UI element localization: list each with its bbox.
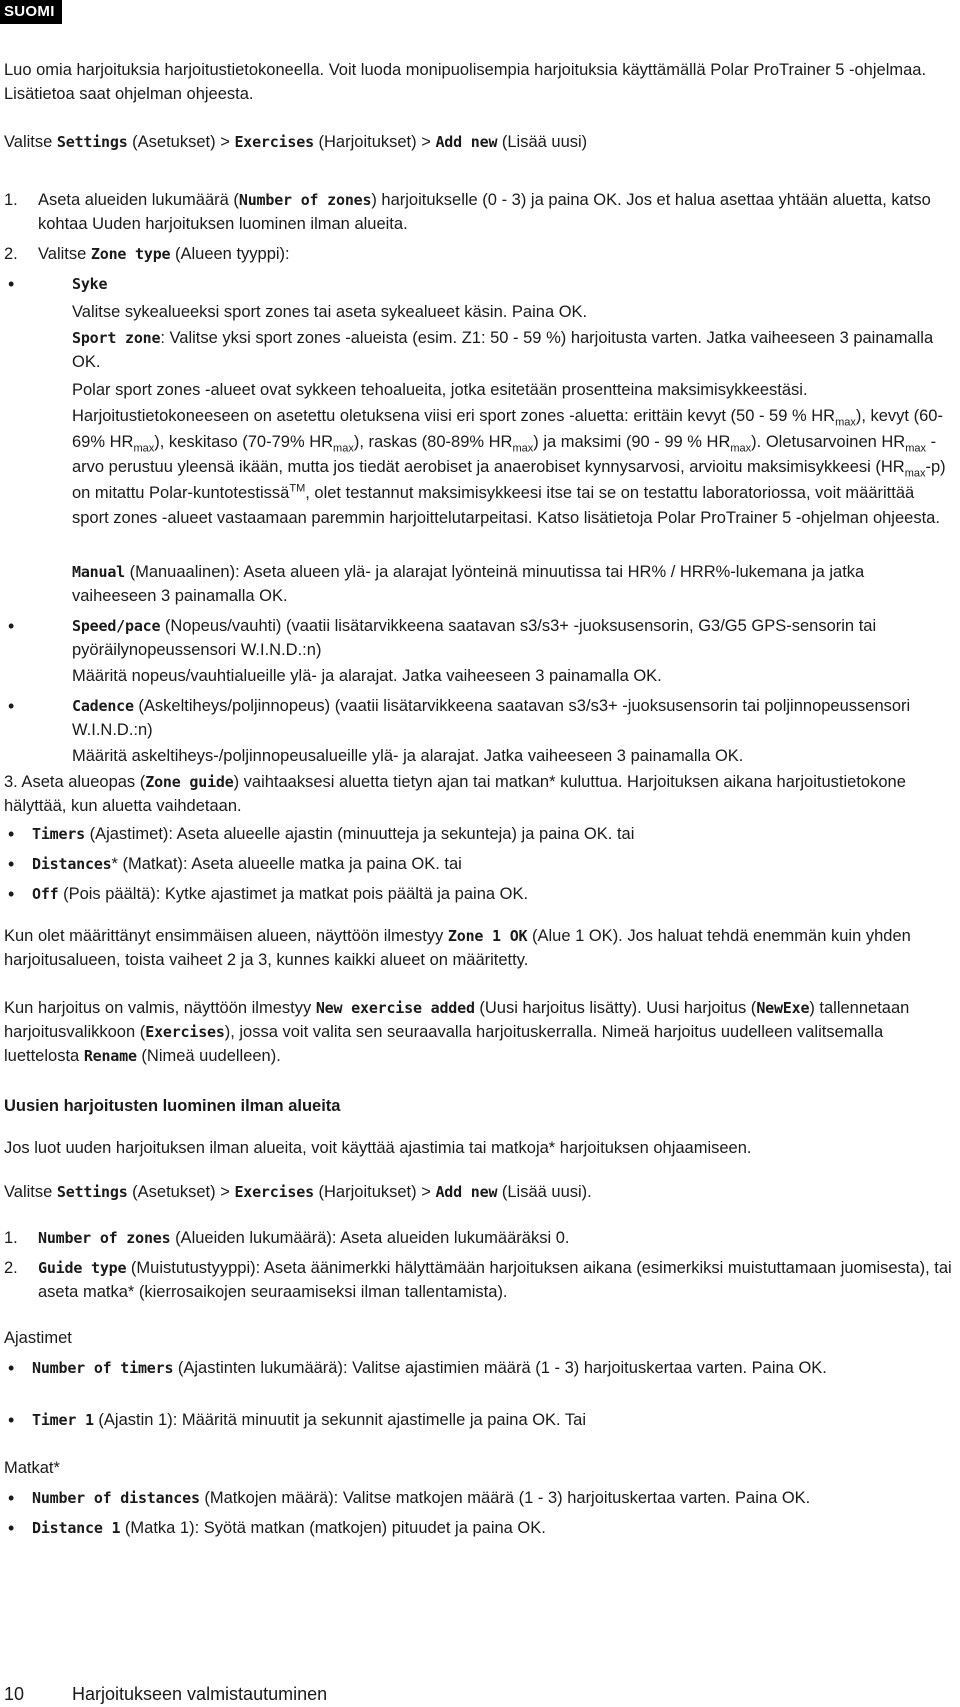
para-b-3: ), keskitaso (70-79% HR <box>154 432 334 451</box>
bullet-icon: • <box>8 696 15 716</box>
section-heading-no-zones: Uusien harjoitusten luominen ilman alueita <box>4 1097 341 1115</box>
number-of-distances-item <box>32 1486 952 1510</box>
guide-item-timers <box>32 822 952 846</box>
chevron-right-icon: > <box>421 133 431 151</box>
sub-max: max <box>904 467 926 480</box>
add-new-cmd: Add new <box>435 1183 498 1201</box>
step-1-number: 1. <box>4 191 18 209</box>
para-b-8: -p) on mitattu Polar-kuntotestissä <box>72 458 946 502</box>
guide-item-distances <box>32 852 952 876</box>
sport-zone-text <box>72 326 952 374</box>
timer-1-item <box>32 1408 952 1432</box>
nz-step-1-text <box>38 1226 952 1250</box>
done-mid2: ) tallennetaan harjoitusvalikkoon ( <box>4 999 910 1041</box>
newexe-cmd: NewExe <box>756 999 810 1017</box>
sub-max: max <box>905 441 926 454</box>
sub-max: max <box>333 441 354 454</box>
path-prefix: Valitse <box>4 133 53 151</box>
para-b-1: Harjoitustietokoneeseen on asetettu oletuksena viisi eri sport zones -aluetta: erittäin kevyt (50 - 59 % HR <box>72 407 836 425</box>
chevron-right-icon: > <box>421 1183 431 1201</box>
zone-1-ok-cmd: Zone 1 OK <box>447 927 528 945</box>
sub-max: max <box>133 441 155 454</box>
step-1-pre: Aseta alueiden lukumäärä ( <box>38 191 239 209</box>
exercises-cmd: Exercises <box>234 1183 314 1201</box>
speed-pace-desc: (Nopeus/vauhti) (vaatii lisätarvikkeena saatavan s3/s3+ -juoksusensorin, G3/G5 GPS-sensorin tai pyöräilynopeussensori W.I.N.D.:n) <box>72 617 877 659</box>
nz-step-1-number: 1. <box>4 1229 18 1247</box>
para-b-7: -arvo perustuu yleensä ikään, mutta jos tiedät aerobiset ja anaerobiset kynnysarvosi, arvioitu maksimisykkeesi (HR <box>72 432 937 476</box>
step-1-post: ) harjoitukselle (0 - 3) ja paina OK. Jos et halua asettaa yhtään aluetta, katso kohtaa Uuden harjoituksen luominen ilman alueita. <box>38 191 931 233</box>
done-post: (Nimeä uudelleen). <box>141 1047 281 1065</box>
exercises-fi: (Harjoitukset) <box>318 133 417 151</box>
distances-heading: Matkat* <box>4 1459 60 1477</box>
path-prefix: Valitse <box>4 1183 53 1201</box>
settings-cmd: Settings <box>56 1183 128 1201</box>
para-b-2: ), kevyt (60-69% HR <box>72 407 943 451</box>
distances-cmd: Distances <box>32 855 112 873</box>
guide-item-off <box>32 882 952 906</box>
step-3-text <box>4 770 952 818</box>
cadence-cmd: Cadence <box>72 697 134 715</box>
manual-text <box>72 560 952 608</box>
after-first-zone <box>4 924 952 972</box>
nz-step-2-number: 2. <box>4 1259 18 1277</box>
intro-paragraph: Luo omia harjoituksia harjoitustietokoneella. Voit luoda monipuolisempia harjoituksia käyttämällä Polar ProTrainer 5 -ohjelmaa. Lisätietoa saat ohjelman ohjeesta. <box>4 61 927 103</box>
zone-guide-cmd: Zone guide <box>145 773 234 791</box>
bullet-icon: • <box>8 1410 15 1430</box>
bullet-icon: • <box>8 854 15 874</box>
off-cmd: Off <box>32 885 59 903</box>
done-pre: Kun harjoitus on valmis, näyttöön ilmestyy <box>4 999 312 1017</box>
exercises-fi: (Harjoitukset) <box>318 1183 417 1201</box>
sport-zone-cmd: Sport zone <box>72 329 161 347</box>
step-2-number: 2. <box>4 245 18 263</box>
done-mid1: (Uusi harjoitus lisätty). Uusi harjoitus ( <box>479 999 757 1017</box>
number-of-timers-item <box>32 1356 952 1380</box>
sub-max: max <box>730 441 752 454</box>
number-of-zones-cmd: Number of zones <box>38 1229 171 1247</box>
speed-pace-cmd: Speed/pace <box>72 617 161 635</box>
manual-desc: (Manuaalinen): Aseta alueen ylä- ja alarajat lyönteinä minuutissa tai HR% / HRR%-lukemana ja jatka vaiheeseen 3 painamalla OK. <box>72 563 865 605</box>
timer-1-cmd: Timer 1 <box>32 1411 94 1429</box>
timers-desc: (Ajastimet): Aseta alueelle ajastin (minuutteja ja sekunteja) ja paina OK. tai <box>85 825 635 843</box>
exercises-cmd: Exercises <box>234 133 314 151</box>
chevron-right-icon: > <box>220 1183 230 1201</box>
para-b-6: ). Oletusarvoinen HR <box>751 432 906 451</box>
rename-cmd: Rename <box>83 1047 137 1065</box>
menu-path-2 <box>4 1180 952 1204</box>
step-2-post: (Alueen tyyppi): <box>174 245 290 263</box>
guide-type-cmd: Guide type <box>38 1259 127 1277</box>
distance-1-item <box>32 1516 952 1540</box>
section-tab-suomi: SUOMI <box>0 0 62 24</box>
add-new-fi: (Lisää uusi) <box>501 133 588 151</box>
number-of-zones-cmd: Number of zones <box>238 191 372 209</box>
step-3-post: ) vaihtaaksesi aluetta tietyn ajan tai matkan* kuluttua. Harjoituksen aikana harjoitustietokone hälyttää, kun aluetta vaihdetaan. <box>4 773 906 815</box>
timers-cmd: Timers <box>32 825 85 843</box>
exercise-done <box>4 996 952 1068</box>
timer-1-desc: (Ajastin 1): Määritä minuutit ja sekunnit ajastimelle ja paina OK. Tai <box>98 1411 587 1429</box>
step-2-text <box>38 242 952 266</box>
add-new-cmd: Add new <box>435 133 498 151</box>
bullet-icon: • <box>8 824 15 844</box>
add-new-fi: (Lisää uusi). <box>501 1183 592 1201</box>
menu-path <box>4 130 952 154</box>
settings-fi: (Asetukset) <box>132 133 216 151</box>
cadence-line2: Määritä askeltiheys-/poljinnopeusalueille ylä- ja alarajat. Jatka vaiheeseen 3 painamalla OK. <box>72 747 744 765</box>
syke-cmd: Syke <box>72 275 108 293</box>
exercises-cmd: Exercises <box>145 1023 225 1041</box>
sport-zones-para-a: Polar sport zones -alueet ovat sykkeen tehoalueita, jotka esitetään prosentteina maksimisykkeestäsi. <box>72 381 808 399</box>
cadence-text <box>72 694 952 742</box>
after-first-pre: Kun olet määrittänyt ensimmäisen alueen, näyttöön ilmestyy <box>4 927 444 945</box>
number-of-distances-cmd: Number of distances <box>32 1489 200 1507</box>
nz-step-1-desc: (Alueiden lukumäärä): Aseta alueiden lukumääräksi 0. <box>175 1229 570 1247</box>
number-of-distances-desc: (Matkojen määrä): Valitse matkojen määrä (1 - 3) harjoituskertaa varten. Paina OK. <box>204 1489 811 1507</box>
syke-line1: Valitse sykealueeksi sport zones tai aseta sykealueet käsin. Paina OK. <box>72 303 588 321</box>
after-first-post: (Alue 1 OK). Jos haluat tehdä enemmän kuin yhden harjoitusalueen, toista vaiheet 2 ja 3, kunnes kaikki alueet on määritetty. <box>4 927 911 969</box>
cadence-desc: (Askeltiheys/poljinnopeus) (vaatii lisätarvikkeena saatavan s3/s3+ -juoksusensorin tai poljinnopeussensori W.I.N.D.:n) <box>72 697 911 739</box>
sport-zone-desc: : Valitse yksi sport zones -alueista (esim. Z1: 50 - 59 %) harjoitusta varten. Jatka vaiheeseen 3 painamalla OK. <box>72 329 934 371</box>
step-1-text <box>38 188 952 236</box>
no-zones-intro: Jos luot uuden harjoituksen ilman alueita, voit käyttää ajastimia tai matkoja* harjoituksen ohjaamiseen. <box>4 1139 752 1157</box>
speed-pace-line2: Määritä nopeus/vauhtialueille ylä- ja alarajat. Jatka vaiheeseen 3 painamalla OK. <box>72 667 662 685</box>
settings-fi: (Asetukset) <box>132 1183 216 1201</box>
trademark-sup: TM <box>289 482 306 494</box>
new-exercise-added-cmd: New exercise added <box>315 999 475 1017</box>
para-b-5: ) ja maksimi (90 - 99 % HR <box>533 432 731 451</box>
nz-step-2-text <box>38 1256 952 1304</box>
sub-max: max <box>835 416 856 429</box>
chevron-right-icon: > <box>220 133 230 151</box>
page-number: 10 <box>4 1684 25 1704</box>
step-2-pre: Valitse <box>38 245 87 263</box>
para-b-4: ), raskas (80-89% HR <box>353 432 513 451</box>
chapter-title: Harjoitukseen valmistautuminen <box>72 1684 328 1704</box>
sport-zones-para-b <box>72 404 952 532</box>
bullet-icon: • <box>8 884 15 904</box>
bullet-icon: • <box>8 616 15 636</box>
distance-1-desc: (Matka 1): Syötä matkan (matkojen) pituudet ja paina OK. <box>124 1519 546 1537</box>
bullet-icon: • <box>8 1488 15 1508</box>
done-mid3: ), jossa voit valita sen seuraavalla harjoituskerralla. Nimeä harjoitus uudelleen valitsemalla luettelosta <box>4 1023 884 1065</box>
number-of-timers-desc: (Ajastinten lukumäärä): Valitse ajastimien määrä (1 - 3) harjoituskertaa varten. Paina OK. <box>177 1359 827 1377</box>
bullet-icon: • <box>8 1358 15 1378</box>
timers-heading: Ajastimet <box>4 1329 72 1347</box>
number-of-timers-cmd: Number of timers <box>32 1359 174 1377</box>
distance-1-cmd: Distance 1 <box>32 1519 121 1537</box>
para-b-9: , olet testannut maksimisykkeesi itse tai se on testattu laboratoriossa, voit määrittää sport zones -alueet vastaamaan paremmin harjoittelutarpeitasi. Katso lisätietoja Polar ProTrainer 5 -ohjelman ohjeesta. <box>72 483 940 527</box>
zone-type-cmd: Zone type <box>90 245 171 263</box>
bullet-icon: • <box>8 1518 15 1538</box>
bullet-icon: • <box>8 274 15 294</box>
syke-label <box>72 272 952 296</box>
speed-pace-text <box>72 614 952 662</box>
step-3-pre: 3. Aseta alueopas ( <box>4 773 146 791</box>
off-desc: (Pois päältä): Kytke ajastimet ja matkat pois päältä ja paina OK. <box>58 885 529 903</box>
nz-step-2-desc: (Muistutustyyppi): Aseta äänimerkki hälyttämään harjoituksen aikana (esimerkiksi muistuttamaan juomisesta), tai aseta matka* (kierrosaikojen seuraamiseksi ilman tallentamista). <box>38 1259 952 1301</box>
sub-max: max <box>512 441 534 454</box>
settings-cmd: Settings <box>56 133 128 151</box>
manual-cmd: Manual <box>72 563 125 581</box>
distances-desc: * (Matkat): Aseta alueelle matka ja paina OK. tai <box>111 855 462 873</box>
